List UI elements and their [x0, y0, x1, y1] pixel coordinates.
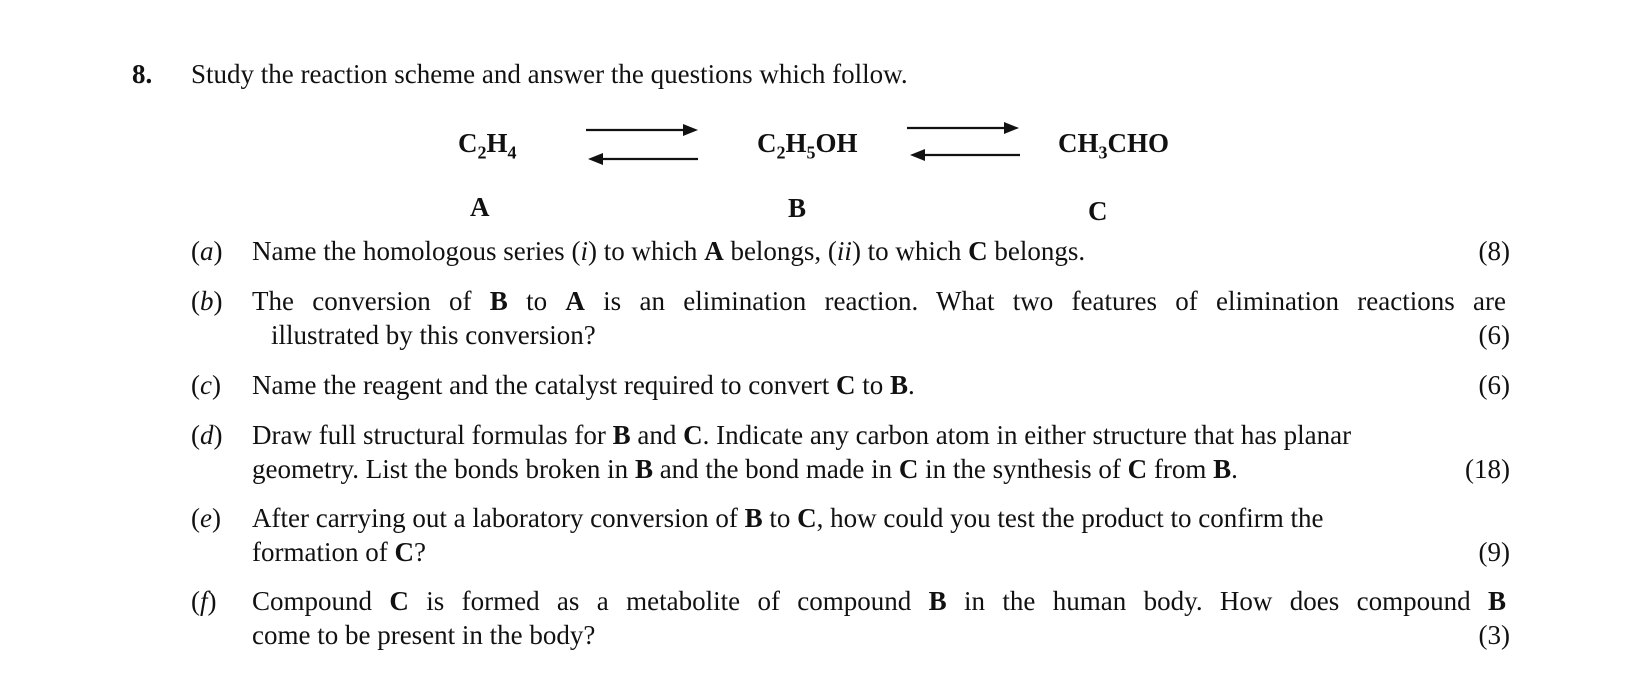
part-c-marks: (6)	[1478, 370, 1510, 400]
equilibrium-arrow-a-b	[586, 124, 698, 165]
part-d-label: (d)	[191, 420, 223, 450]
part-f-marks: (3)	[1478, 620, 1510, 650]
part-a-marks: (8)	[1478, 236, 1510, 266]
part-f-label: (f)	[191, 586, 217, 616]
equilibrium-arrow-b-c	[907, 122, 1020, 161]
compound-c-label: C	[1088, 196, 1108, 226]
part-c-label: (c)	[191, 370, 221, 400]
question-number: 8.	[132, 59, 153, 89]
part-f-line-1: Compound C is formed as a metabolite of compound B in the human body. How does compound B	[252, 586, 1506, 616]
part-b-line-2: illustrated by this conversion?	[271, 320, 596, 350]
part-c-line-1: Name the reagent and the catalyst required to convert C to B.	[252, 370, 915, 400]
compound-b-formula: $C_2H_5OH$	[757, 128, 858, 163]
part-e-marks: (9)	[1478, 537, 1510, 567]
compound-a-label: A	[470, 192, 490, 222]
compound-c-formula: $CH_3CHO$	[1058, 128, 1170, 163]
question-intro: Study the reaction scheme and answer the questions which follow.	[191, 59, 908, 89]
part-d-line-2: geometry. List the bonds broken in B and the bond made in C in the synthesis of C from B.	[252, 454, 1238, 484]
part-d-line-1: Draw full structural formulas for B and C. Indicate any carbon atom in either structure that has planar	[252, 420, 1352, 450]
compound-a-formula: $C_2H_4$	[458, 128, 517, 163]
part-b-line-1: The conversion of B to A is an elimination reaction. What two features of elimination reactions are	[252, 286, 1506, 316]
part-e-label: (e)	[191, 503, 221, 533]
part-b-label: (b)	[191, 286, 223, 316]
part-a-line-1: Name the homologous series (i) to which A belongs, (ii) to which C belongs.	[252, 236, 1086, 266]
part-f-line-2: come to be present in the body?	[252, 620, 596, 650]
part-e-line-1: After carrying out a laboratory conversion of B to C, how could you test the product to confirm the	[252, 503, 1324, 533]
compound-b-label: B	[788, 193, 807, 223]
part-e-line-2: formation of C?	[252, 537, 426, 567]
part-b-marks: (6)	[1478, 320, 1510, 350]
part-d-marks: (18)	[1465, 454, 1510, 484]
part-a-label: (a)	[191, 236, 223, 266]
